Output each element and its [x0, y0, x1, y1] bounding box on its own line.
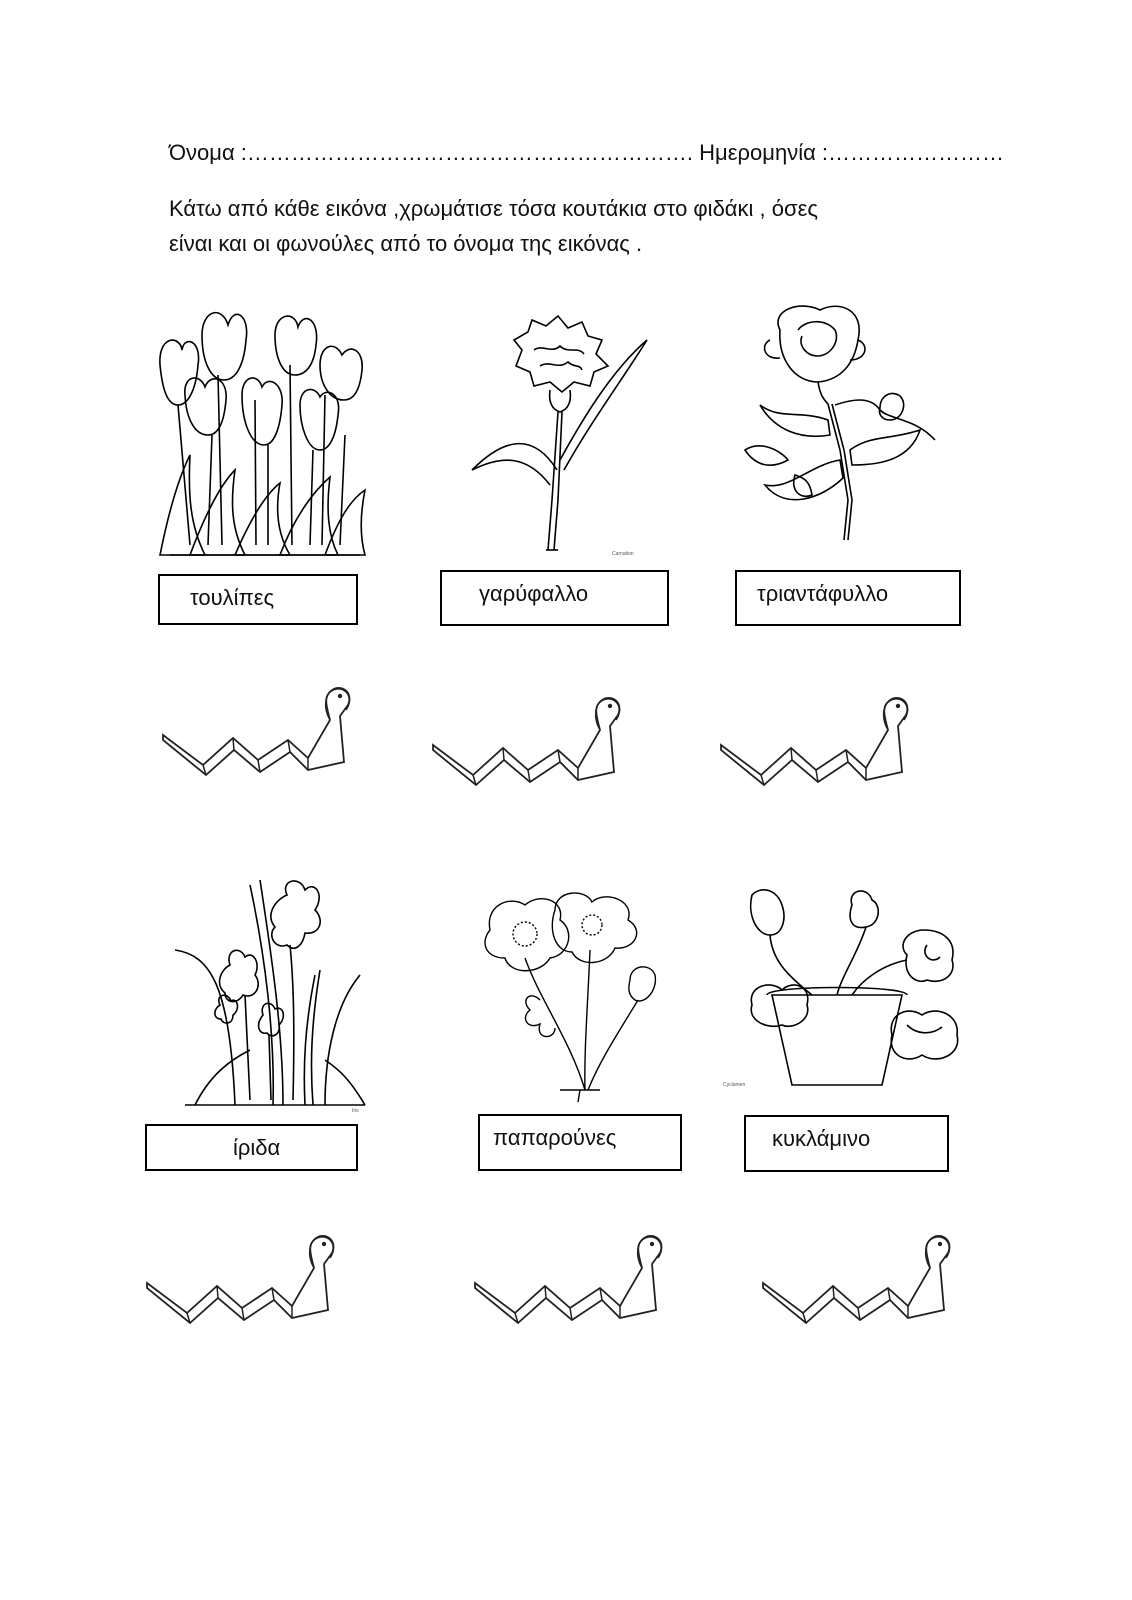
rose-icon — [740, 300, 945, 550]
carnation-credit: Carnation — [612, 551, 634, 557]
instruction-line-2: είναι και οι φωνούλες από το όνομα της εικόνας . — [169, 231, 643, 256]
snake-icon[interactable] — [758, 1228, 958, 1328]
flower-label-cyclamen — [744, 1115, 949, 1172]
cyclamen-credit: Cyclamen — [723, 1082, 746, 1088]
instruction-line-1: Κάτω από κάθε εικόνα ,χρωμάτισε τόσα κουτάκια στο φιδάκι , όσες — [169, 196, 818, 221]
flower-label-iris — [145, 1124, 358, 1171]
flower-name: ίριδα — [233, 1135, 281, 1160]
cyclamen-icon — [742, 885, 972, 1095]
flower-label-rose — [735, 570, 961, 626]
flower-name: τουλίπες — [190, 585, 275, 610]
iris-credit: Iris — [352, 1108, 359, 1114]
flower-name: παπαρούνες — [493, 1125, 617, 1150]
flower-name: τριαντάφυλλο — [757, 581, 889, 606]
snake-icon[interactable] — [428, 690, 628, 790]
flower-label-carnation — [440, 570, 669, 626]
name-label: Όνομα : — [169, 140, 247, 165]
carnation-icon — [462, 310, 657, 560]
flower-label-tulips — [158, 574, 358, 625]
snake-icon[interactable] — [142, 1228, 342, 1328]
flower-name: γαρύφαλλο — [479, 581, 589, 606]
tulips-icon — [150, 305, 375, 565]
snake-icon[interactable] — [716, 690, 916, 790]
flower-label-poppies — [478, 1114, 682, 1171]
name-field[interactable]: ……………………………………………………. — [246, 140, 694, 165]
date-field[interactable]: …………………… — [828, 140, 1005, 165]
flower-name: κυκλάμινο — [772, 1126, 871, 1151]
snake-icon[interactable] — [470, 1228, 670, 1328]
date-label: Ημερομηνία : — [699, 140, 829, 165]
snake-icon[interactable] — [158, 680, 358, 780]
iris-icon — [175, 875, 370, 1110]
header-line — [169, 140, 1004, 166]
poppies-icon — [480, 890, 680, 1105]
